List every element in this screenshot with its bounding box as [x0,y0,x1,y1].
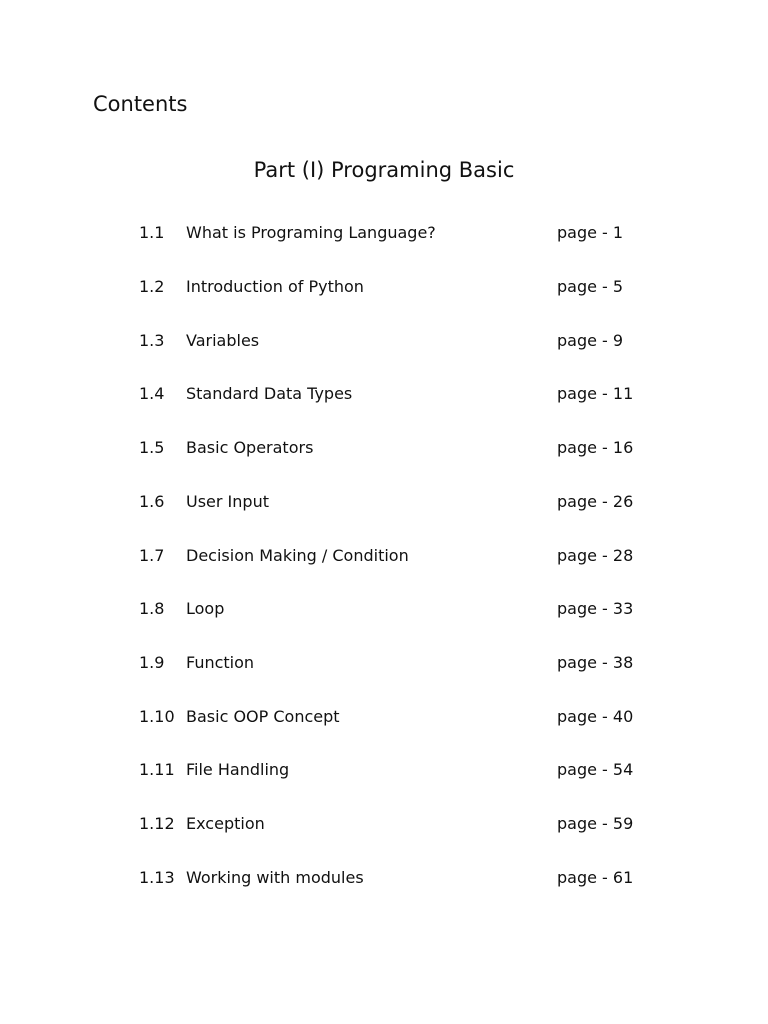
toc-entry [0,544,768,568]
toc-entry-page[interactable]: page - 1 [557,223,624,242]
toc-entry-number: 1.13 [139,868,175,887]
toc-entry-number: 1.9 [139,653,165,672]
toc-entry-title[interactable]: Function [186,653,255,672]
toc-entry [0,705,768,729]
toc-entry-page[interactable]: page - 54 [557,760,634,779]
toc-entry [0,597,768,621]
toc-entry [0,275,768,299]
toc-entry-title[interactable]: Exception [186,814,265,833]
toc-entry [0,221,768,245]
toc-entry [0,490,768,514]
toc-entry-page[interactable]: page - 61 [557,868,634,887]
toc-entry-number: 1.7 [139,546,165,565]
toc-entry-page[interactable]: page - 40 [557,707,634,726]
toc-entry-number: 1.2 [139,277,165,296]
toc-entry-number: 1.1 [139,223,165,242]
part-title: Part (I) Programing Basic [253,158,515,182]
toc-entry-title[interactable]: File Handling [186,760,290,779]
toc-entry-page[interactable]: page - 59 [557,814,634,833]
toc-entry-page[interactable]: page - 9 [557,331,624,350]
toc-entry [0,758,768,782]
toc-entry-title[interactable]: Basic Operators [186,438,314,457]
toc-entry-title[interactable]: User Input [186,492,269,511]
toc-entry-title[interactable]: Introduction of Python [186,277,364,296]
toc-entry-number: 1.4 [139,384,165,403]
toc-entry-number: 1.11 [139,760,175,779]
toc-entry-page[interactable]: page - 11 [557,384,634,403]
contents-heading: Contents [93,92,188,116]
toc-entry [0,329,768,353]
toc-entry-page[interactable]: page - 33 [557,599,634,618]
toc-entry-number: 1.12 [139,814,175,833]
toc-entry [0,866,768,890]
toc-entry-page[interactable]: page - 5 [557,277,624,296]
toc-entry-number: 1.6 [139,492,165,511]
toc-entry-page[interactable]: page - 26 [557,492,634,511]
toc-entry-title[interactable]: Variables [186,331,260,350]
toc-entry-title[interactable]: Decision Making / Condition [186,546,409,565]
toc-entry-title[interactable]: Basic OOP Concept [186,707,340,726]
toc-entry [0,382,768,406]
toc-entry [0,436,768,460]
toc-entry-title[interactable]: Working with modules [186,868,364,887]
toc-entry-number: 1.10 [139,707,175,726]
toc-entry-number: 1.8 [139,599,165,618]
toc-entry-number: 1.5 [139,438,165,457]
toc-entry [0,812,768,836]
toc-entry [0,651,768,675]
toc-entry-title[interactable]: Standard Data Types [186,384,353,403]
toc-entry-number: 1.3 [139,331,165,350]
toc-entry-page[interactable]: page - 28 [557,546,634,565]
toc-entry-title[interactable]: What is Programing Language? [186,223,436,242]
toc-entry-title[interactable]: Loop [186,599,225,618]
toc-entry-page[interactable]: page - 16 [557,438,634,457]
toc-entry-page[interactable]: page - 38 [557,653,634,672]
